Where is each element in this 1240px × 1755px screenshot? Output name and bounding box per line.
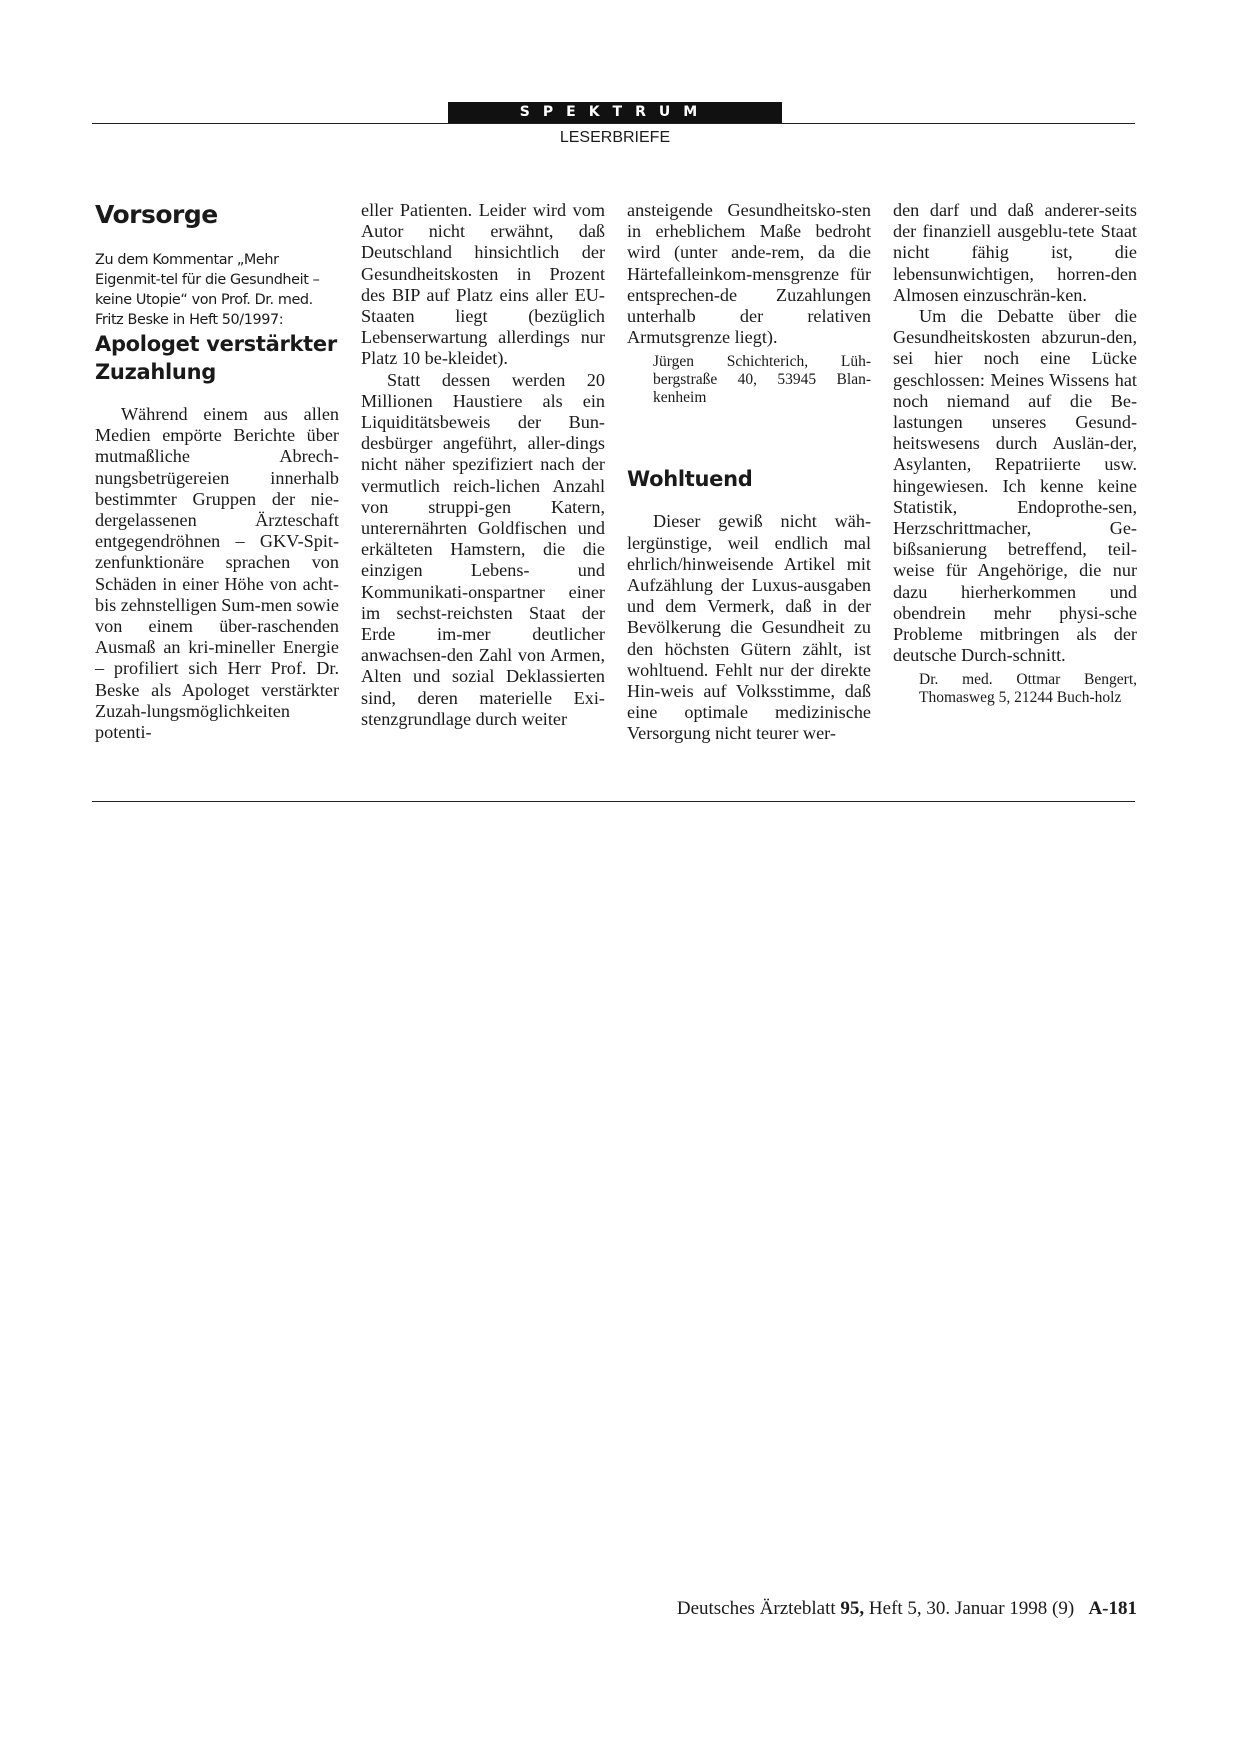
footer-journal: Deutsches Ärzteblatt	[676, 1598, 836, 1619]
letter-2-paragraph-1: Dieser gewiß nicht wäh-lergünstige, weil endlich mal ehrlich/hinweisende Artikel mit Aufzählung der Luxus-ausgaben und dem Vermerk, daß in der Bevölkerung die Gesundheit zu den höchsten Gütern zählt, ist wohltuend. Fehlt nur der direkte Hin-weis auf Volksstimme, daß eine optimale medizinische Versorgung nicht teurer wer-	[627, 511, 871, 744]
letter-2-signature: Dr. med. Ottmar Bengert, Thomasweg 5, 21244 Buch-holz	[919, 671, 1137, 707]
bottom-divider	[92, 801, 1135, 802]
letter-1-paragraph-2-cont: ansteigende Gesundheitsko-sten in erheblichem Maße bedroht wird (unter ande-rem, da die Härtefalleinkom-mensgrenze für entsprechen-de Zuzahlungen unterhalb der relativen Armutsgrenze liegt).	[627, 200, 871, 348]
letter-1-paragraph-1-cont: eller Patienten. Leider wird vom Autor nicht erwähnt, daß Deutschland hinsichtlich der Gesundheitskosten in Prozent des BIP auf Platz eins aller EU-Staaten liegt (bezüglich Lebenserwartung allerdings nur Platz 10 be-kleidet).	[361, 200, 605, 369]
letter-1-paragraph-2: Statt dessen werden 20 Millionen Haustiere als ein Liquiditätsbeweis der Bun-desbürger angeführt, aller-dings nicht näher spezifiziert nach der vermutlich reich-lichen Anzahl von struppi-gen Katern, unterernährten Goldfischen und erkälteten Hamstern, die die einzigen Lebens- und Kommunikati-onspartner einer im sechst-reichsten Staat der Erde im-mer deutlicher anwachsen-den Zahl von Armen, Alten und sozial Deklassierten sind, deren materielle Exi-stenzgrundlage durch weiter	[361, 369, 605, 729]
rubric-label: LESERBRIEFE	[559, 129, 671, 146]
column-3	[627, 200, 871, 745]
column-1	[95, 200, 339, 743]
section-banner: SPEKTRUM	[448, 102, 782, 123]
column-2	[361, 200, 605, 730]
letter-1-heading: Apologet verstärkter Zuzahlung	[95, 332, 337, 384]
letter-2-paragraph-1-cont: den darf und daß anderer-seits der finanziell ausgeblu-tete Staat nicht fähig ist, die lebensunwichtigen, horren-den Almosen einzuschrän-ken.	[893, 200, 1137, 305]
article-intro: Zu dem Kommentar „Mehr Eigenmit-tel für die Gesundheit – keine Utopie“ von Prof. Dr. med. Fritz Beske in Heft 50/1997:	[95, 252, 320, 328]
footer-volume: 95,	[840, 1598, 865, 1619]
letter-1-paragraph-1: Während einem aus allen Medien empörte Berichte über mutmaßliche Abrech-nungsbetrügereien innerhalb bestimmter Gruppen der nie-dergelassenen Ärzteschaft entgegendröhnen – GKV-Spit-zenfunktionäre sprachen von Schäden in einer Höhe von acht- bis zehnstelligen Sum-men sowie von einem über-raschenden Ausmaß an kri-mineller Energie – profiliert sich Herr Prof. Dr. Beske als Apologet verstärkter Zuzah-lungsmöglichkeiten potenti-	[95, 404, 339, 743]
footer-issue: Heft 5, 30. Januar 1998 (9)	[868, 1598, 1075, 1619]
letter-1-signature: Jürgen Schichterich, Lüh-bergstraße 40, 53945 Blan-kenheim	[653, 353, 871, 407]
letter-2-heading: Wohltuend	[627, 467, 753, 492]
page-footer	[677, 1598, 1137, 1620]
column-4	[893, 200, 1137, 707]
article-title: Vorsorge	[95, 200, 218, 229]
top-divider	[92, 123, 1135, 124]
footer-page-number: A-181	[1088, 1598, 1137, 1619]
letter-2-paragraph-2: Um die Debatte über die Gesundheitskosten abzurun-den, sei hier noch eine Lücke geschlossen: Meines Wissens hat noch niemand auf die Be-lastungen unseres Gesund-heitswesens durch Auslän-der, Asylanten, Repatriierte usw. hingewiesen. Ich kenne keine Statistik, Endoprothe-sen, Herzschrittmacher, Ge-bißsanierung betreffend, teil-weise für Angehörige, die nur dazu hierherkommen und obendrein mehr physi-sche Probleme mitbringen als der deutsche Durch-schnitt.	[893, 306, 1137, 666]
